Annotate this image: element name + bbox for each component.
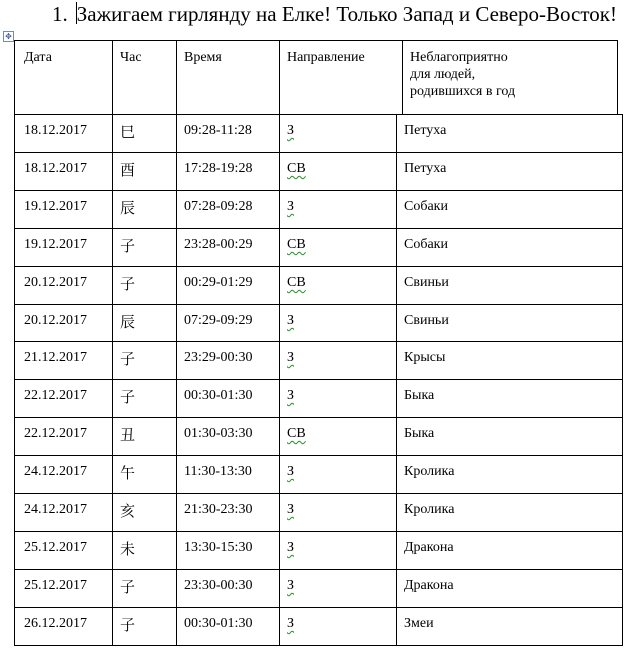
- cell-hour: 未: [120, 540, 136, 558]
- cell-sign: Кролика: [404, 502, 455, 517]
- cell-time: 23:28-00:29: [184, 237, 253, 252]
- header-column-border: [279, 40, 280, 114]
- cell-date: 24.12.2017: [24, 502, 87, 517]
- cell-hour: 子: [120, 237, 136, 255]
- move-handle-icon[interactable]: ✥: [3, 31, 14, 42]
- cell-date: 26.12.2017: [24, 616, 87, 631]
- cell-date: 24.12.2017: [24, 464, 87, 479]
- cell-direction: З: [287, 464, 295, 479]
- header-direction: Направление: [287, 50, 365, 65]
- cell-direction: З: [287, 616, 295, 631]
- cell-time: 00:29-01:29: [184, 275, 253, 290]
- header-unfavorable-line1: Неблагоприятно: [410, 50, 508, 65]
- header-unfavorable-line2: для людей,: [410, 67, 476, 82]
- row-border: [14, 417, 623, 418]
- row-border: [14, 493, 623, 494]
- row-border: [14, 455, 623, 456]
- cell-sign: Змеи: [404, 616, 434, 631]
- cell-sign: Петуха: [404, 161, 447, 176]
- row-border: [14, 304, 623, 305]
- cell-time: 23:30-00:30: [184, 578, 253, 593]
- cell-sign: Крысы: [404, 350, 446, 365]
- cell-date: 20.12.2017: [24, 313, 87, 328]
- cell-direction: СВ: [287, 161, 306, 176]
- cell-sign: Быка: [404, 388, 435, 403]
- cell-date: 22.12.2017: [24, 388, 87, 403]
- document-heading: [52, 2, 617, 27]
- row-border: [14, 607, 623, 608]
- header-time: Время: [184, 50, 222, 65]
- heading-text: Зажигаем гирлянду на Елке! Только Запад и Северо-Восток!: [76, 2, 617, 26]
- cell-hour: 子: [120, 350, 136, 368]
- cell-date: 22.12.2017: [24, 426, 87, 441]
- cell-time: 00:30-01:30: [184, 616, 253, 631]
- header-column-border: [402, 40, 403, 114]
- cell-time: 13:30-15:30: [184, 540, 253, 555]
- cell-hour: 丑: [120, 426, 136, 444]
- cell-direction: СВ: [287, 237, 306, 252]
- cell-sign: Петуха: [404, 123, 447, 138]
- cell-direction: З: [287, 199, 295, 214]
- cell-date: 18.12.2017: [24, 161, 87, 176]
- cell-hour: 酉: [120, 161, 136, 179]
- cell-sign: Свиньи: [404, 275, 449, 290]
- cell-direction: СВ: [287, 275, 306, 290]
- cell-direction: З: [287, 578, 295, 593]
- row-border: [14, 114, 623, 115]
- cell-time: 07:28-09:28: [184, 199, 253, 214]
- row-border: [14, 569, 623, 570]
- cell-hour: 午: [120, 464, 136, 482]
- header-column-border: [617, 40, 618, 114]
- header-hour: Час: [120, 50, 142, 65]
- cell-time: 07:29-09:29: [184, 313, 253, 328]
- row-border: [14, 152, 623, 153]
- cell-direction: З: [287, 313, 295, 328]
- header-column-border: [176, 40, 177, 114]
- heading-number: 1.: [52, 2, 68, 26]
- cell-sign: Быка: [404, 426, 435, 441]
- header-unfavorable-line3: родившихся в год: [410, 84, 516, 99]
- cell-sign: Собаки: [404, 199, 448, 214]
- cell-time: 17:28-19:28: [184, 161, 253, 176]
- cell-hour: 子: [120, 616, 136, 634]
- cell-hour: 辰: [120, 313, 136, 331]
- cell-sign: Дракона: [404, 578, 454, 593]
- cell-time: 01:30-03:30: [184, 426, 253, 441]
- row-border: [14, 341, 623, 342]
- header-column-border: [14, 40, 15, 114]
- row-border: [14, 645, 623, 646]
- cell-date: 25.12.2017: [24, 540, 87, 555]
- cell-direction: З: [287, 540, 295, 555]
- cell-direction: СВ: [287, 426, 306, 441]
- cell-hour: 亥: [120, 502, 136, 520]
- cell-date: 18.12.2017: [24, 123, 87, 138]
- cell-direction: З: [287, 350, 295, 365]
- cell-date: 19.12.2017: [24, 199, 87, 214]
- cell-direction: З: [287, 123, 295, 138]
- row-border: [14, 266, 623, 267]
- row-border: [14, 531, 623, 532]
- row-border: [14, 379, 623, 380]
- cell-date: 19.12.2017: [24, 237, 87, 252]
- cell-time: 00:30-01:30: [184, 388, 253, 403]
- cell-date: 25.12.2017: [24, 578, 87, 593]
- row-border: [14, 228, 623, 229]
- row-border: [14, 190, 623, 191]
- cell-hour: 子: [120, 578, 136, 596]
- header-date: Дата: [24, 50, 52, 65]
- cell-hour: 子: [120, 275, 136, 293]
- cell-time: 09:28-11:28: [184, 123, 252, 138]
- cell-time: 23:29-00:30: [184, 350, 253, 365]
- cell-date: 20.12.2017: [24, 275, 87, 290]
- cell-time: 21:30-23:30: [184, 502, 253, 517]
- cell-sign: Собаки: [404, 237, 448, 252]
- header-top-border: [14, 40, 618, 41]
- header-column-border: [112, 40, 113, 114]
- cell-hour: 辰: [120, 199, 136, 217]
- cell-sign: Свиньи: [404, 313, 449, 328]
- cell-direction: З: [287, 388, 295, 403]
- cell-hour: 巳: [120, 123, 136, 141]
- cell-hour: 子: [120, 388, 136, 406]
- cell-direction: З: [287, 502, 295, 517]
- cell-sign: Дракона: [404, 540, 454, 555]
- cell-date: 21.12.2017: [24, 350, 87, 365]
- cell-time: 11:30-13:30: [184, 464, 252, 479]
- cell-sign: Кролика: [404, 464, 455, 479]
